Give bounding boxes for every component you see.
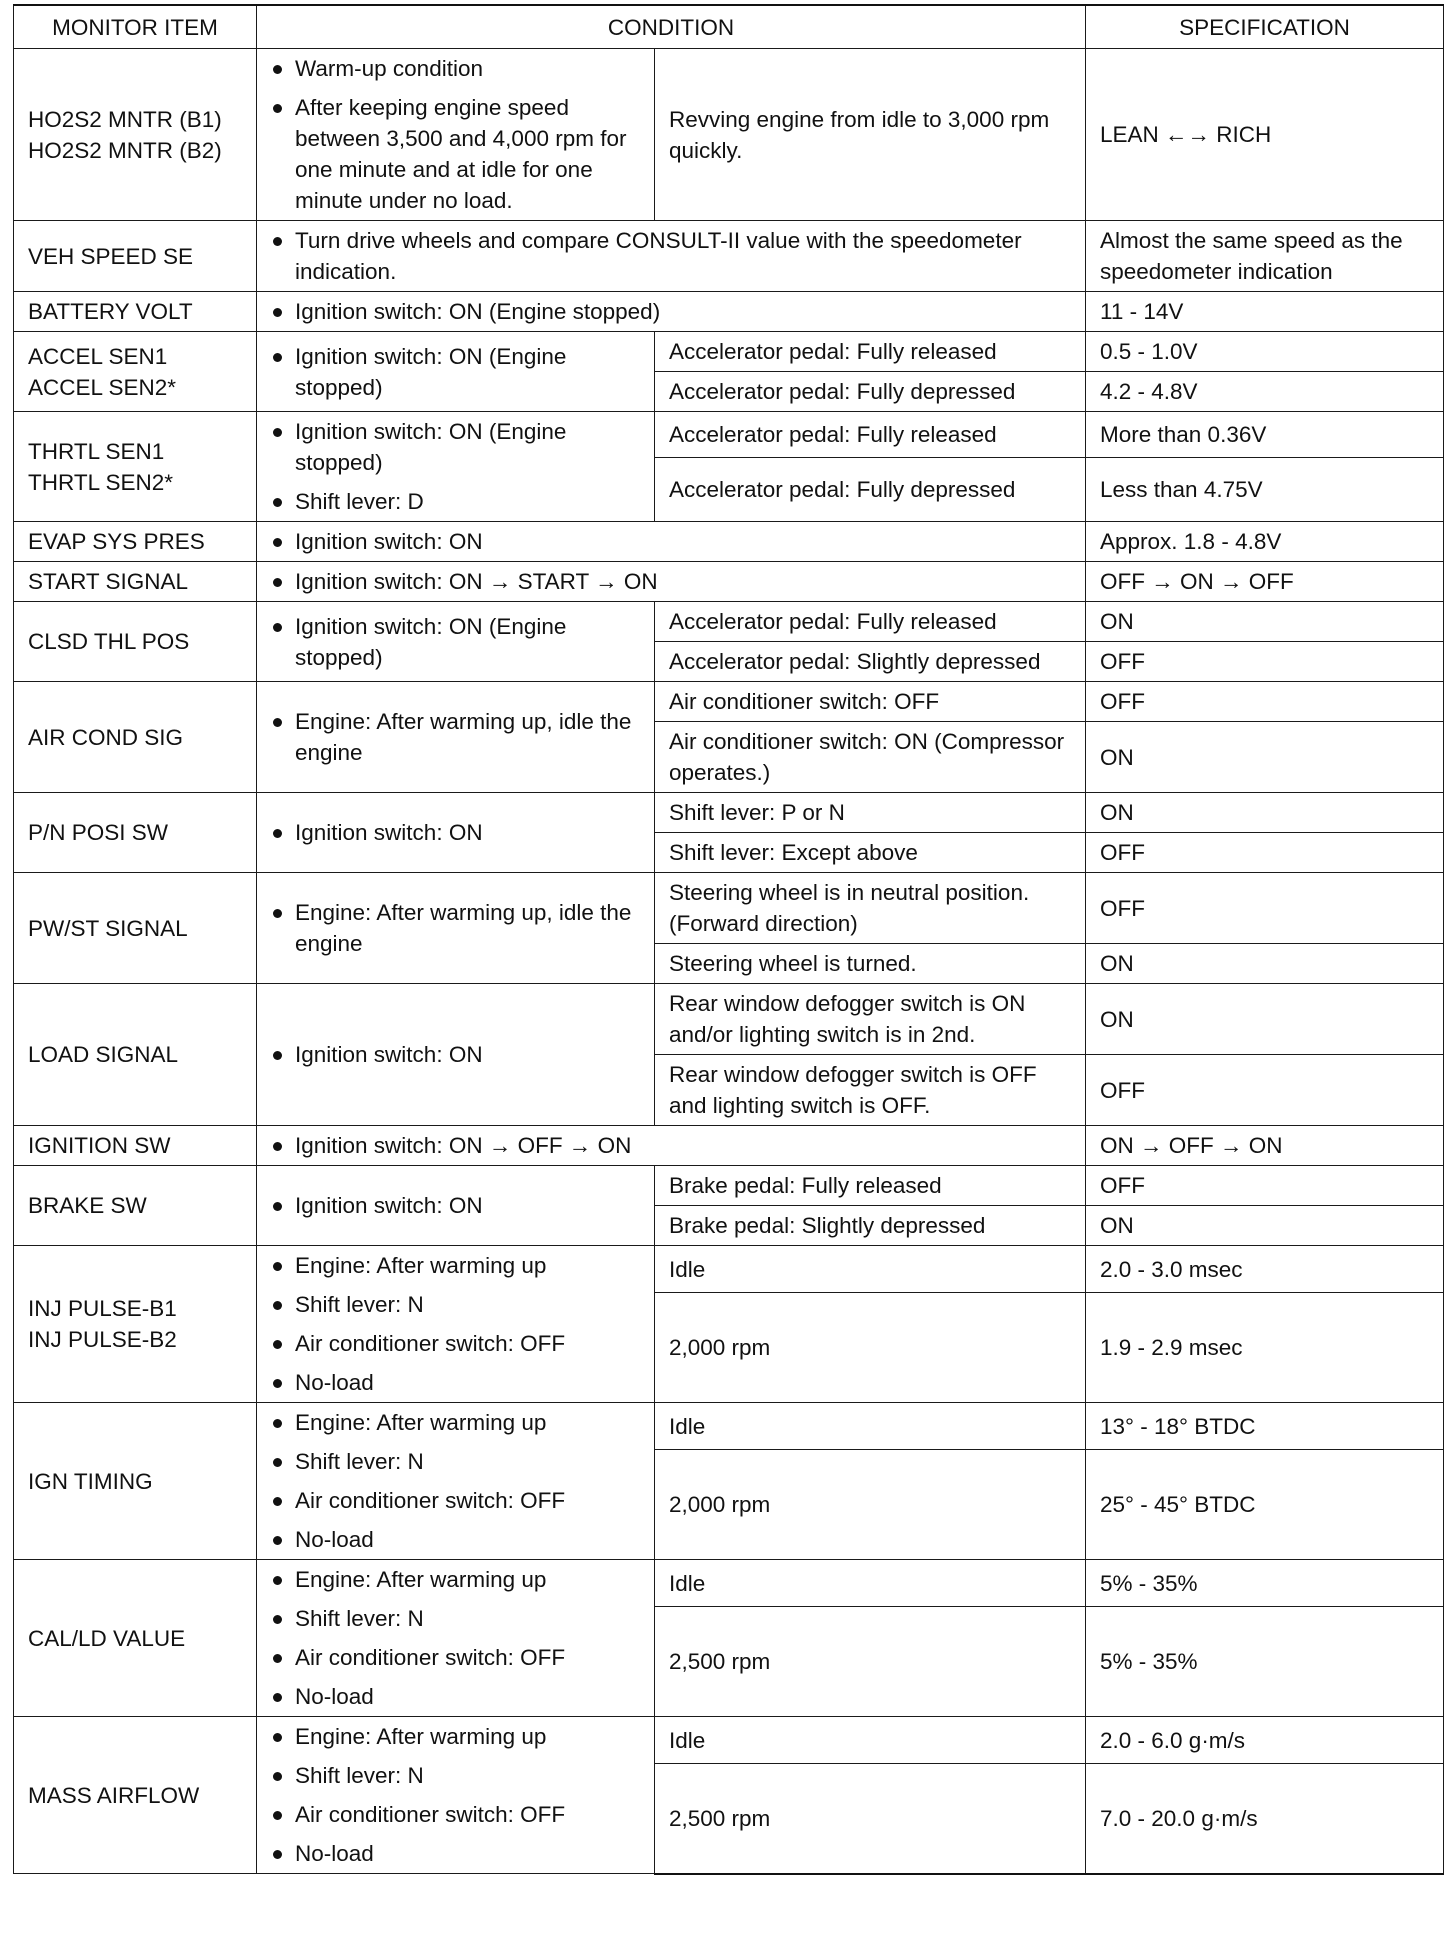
specification-cell: 2.0 - 6.0 g·m/s <box>1086 1717 1444 1764</box>
monitor-item-cell <box>14 49 257 221</box>
condition-cell <box>257 412 655 522</box>
table-row <box>14 873 1444 944</box>
condition-bullet: After keeping engine speed between 3,500 and 4,000 rpm for one minute and at idle for one minute under no load. <box>269 92 640 216</box>
sub-condition-cell: Air conditioner switch: OFF <box>655 682 1086 722</box>
condition-bullet: Turn drive wheels and compare CONSULT-II value with the speedometer indication. <box>269 225 1071 287</box>
sub-condition-cell: Rear window defogger switch is OFF and lighting switch is OFF. <box>655 1055 1086 1126</box>
specification-cell: 0.5 - 1.0V <box>1086 332 1444 372</box>
monitor-item-label: EVAP SYS PRES <box>28 529 205 554</box>
monitor-item-cell <box>14 332 257 412</box>
sub-condition-cell: Steering wheel is in neutral position. (Forward direction) <box>655 873 1086 944</box>
monitor-spec-table <box>13 4 1444 1875</box>
condition-cell <box>257 602 655 682</box>
condition-cell <box>257 1560 655 1717</box>
monitor-item-cell <box>14 1126 257 1166</box>
condition-bullet: Air conditioner switch: OFF <box>269 1485 640 1516</box>
header-monitor-item: MONITOR ITEM <box>14 5 257 49</box>
monitor-item-cell <box>14 412 257 522</box>
monitor-item-cell <box>14 562 257 602</box>
table-row <box>14 984 1444 1055</box>
specification-cell: OFF → ON → OFF <box>1086 562 1444 602</box>
table-row <box>14 602 1444 642</box>
condition-bullet: Shift lever: D <box>269 486 640 517</box>
condition-bullet: No-load <box>269 1524 640 1555</box>
table-row <box>14 292 1444 332</box>
monitor-item-label: BATTERY VOLT <box>28 299 193 324</box>
specification-cell: LEAN ←→ RICH <box>1086 49 1444 221</box>
sub-condition-cell: Revving engine from idle to 3,000 rpm quickly. <box>655 49 1086 221</box>
specification-cell: 25° - 45° BTDC <box>1086 1450 1444 1560</box>
monitor-item-label: MASS AIRFLOW <box>28 1782 200 1808</box>
specification-cell: ON <box>1086 984 1444 1055</box>
condition-bullet: Shift lever: N <box>269 1446 640 1477</box>
monitor-item-label: PW/ST SIGNAL <box>28 915 188 941</box>
monitor-item-label: IGNITION SW <box>28 1133 171 1158</box>
table-row <box>14 49 1444 221</box>
condition-bullet: Engine: After warming up <box>269 1564 640 1595</box>
condition-cell <box>257 292 1086 332</box>
specification-cell: 7.0 - 20.0 g·m/s <box>1086 1764 1444 1874</box>
condition-bullet: Ignition switch: ON (Engine stopped) <box>269 341 640 403</box>
specification-cell: OFF <box>1086 833 1444 873</box>
condition-cell <box>257 49 655 221</box>
monitor-item-label: IGN TIMING <box>28 1468 153 1494</box>
specification-cell: ON <box>1086 722 1444 793</box>
monitor-item-label: BRAKE SW <box>28 1193 147 1218</box>
specification-cell: 5% - 35% <box>1086 1607 1444 1717</box>
monitor-item-label: INJ PULSE-B2 <box>28 1327 177 1352</box>
specification-cell: ON <box>1086 602 1444 642</box>
monitor-item-cell <box>14 1560 257 1717</box>
condition-bullet: Engine: After warming up <box>269 1721 640 1752</box>
condition-bullet: Air conditioner switch: OFF <box>269 1799 640 1830</box>
monitor-item-label: LOAD SIGNAL <box>28 1042 179 1067</box>
table-row <box>14 1126 1444 1166</box>
condition-cell <box>257 562 1086 602</box>
condition-cell <box>257 522 1086 562</box>
monitor-item-label: HO2S2 MNTR (B2) <box>28 137 222 163</box>
monitor-item-label: HO2S2 MNTR (B1) <box>28 106 222 132</box>
monitor-item-label: ACCEL SEN2* <box>28 374 176 400</box>
monitor-item-label: P/N POSI SW <box>28 820 169 845</box>
sub-condition-cell: 2,000 rpm <box>655 1450 1086 1560</box>
specification-cell: ON <box>1086 1206 1444 1246</box>
sub-condition-cell: Accelerator pedal: Fully depressed <box>655 457 1086 521</box>
condition-bullet: Shift lever: N <box>269 1603 640 1634</box>
specification-cell: OFF <box>1086 682 1444 722</box>
sub-condition-cell: Idle <box>655 1246 1086 1293</box>
condition-cell <box>257 332 655 412</box>
monitor-item-cell <box>14 984 257 1126</box>
specification-cell: Less than 4.75V <box>1086 457 1444 521</box>
sub-condition-cell: Accelerator pedal: Fully depressed <box>655 372 1086 412</box>
sub-condition-cell: Accelerator pedal: Fully released <box>655 602 1086 642</box>
condition-bullet: Ignition switch: ON <box>269 1190 640 1221</box>
specification-cell: 4.2 - 4.8V <box>1086 372 1444 412</box>
condition-bullet: Ignition switch: ON (Engine stopped) <box>269 611 640 673</box>
condition-bullet: Ignition switch: ON (Engine stopped) <box>269 416 640 478</box>
monitor-item-cell <box>14 221 257 292</box>
condition-cell <box>257 873 655 984</box>
condition-bullet: Shift lever: N <box>269 1289 640 1320</box>
monitor-item-cell <box>14 1246 257 1403</box>
specification-cell: 11 - 14V <box>1086 292 1444 332</box>
sub-condition-cell: Idle <box>655 1560 1086 1607</box>
condition-bullet: Air conditioner switch: OFF <box>269 1328 640 1359</box>
table-row <box>14 1403 1444 1450</box>
monitor-item-cell <box>14 522 257 562</box>
specification-cell: OFF <box>1086 1166 1444 1206</box>
table-row <box>14 1246 1444 1293</box>
monitor-item-label: THRTL SEN1 <box>28 438 165 464</box>
table-row <box>14 1166 1444 1206</box>
condition-bullet: Air conditioner switch: OFF <box>269 1642 640 1673</box>
condition-bullet: Ignition switch: ON <box>269 1039 640 1070</box>
condition-cell <box>257 1166 655 1246</box>
monitor-item-cell <box>14 602 257 682</box>
condition-bullet: Engine: After warming up, idle the engine <box>269 706 640 768</box>
monitor-item-cell <box>14 1166 257 1246</box>
monitor-item-label: CAL/LD VALUE <box>28 1625 186 1651</box>
condition-bullet: Ignition switch: ON → OFF → ON <box>269 1130 1071 1161</box>
condition-bullet: No-load <box>269 1681 640 1712</box>
condition-bullet: Engine: After warming up <box>269 1250 640 1281</box>
specification-cell: 13° - 18° BTDC <box>1086 1403 1444 1450</box>
specification-cell: Approx. 1.8 - 4.8V <box>1086 522 1444 562</box>
sub-condition-cell: Shift lever: Except above <box>655 833 1086 873</box>
monitor-item-label: START SIGNAL <box>28 569 189 594</box>
table-row <box>14 682 1444 722</box>
condition-cell <box>257 682 655 793</box>
sub-condition-cell: 2,500 rpm <box>655 1607 1086 1717</box>
condition-cell <box>257 1403 655 1560</box>
sub-condition-cell: Shift lever: P or N <box>655 793 1086 833</box>
condition-bullet: No-load <box>269 1838 640 1869</box>
specification-cell: OFF <box>1086 873 1444 944</box>
monitor-item-label: ACCEL SEN1 <box>28 343 168 369</box>
table-row <box>14 332 1444 372</box>
condition-bullet: Ignition switch: ON (Engine stopped) <box>269 296 1071 327</box>
specification-cell: OFF <box>1086 1055 1444 1126</box>
sub-condition-cell: Idle <box>655 1403 1086 1450</box>
condition-bullet: Engine: After warming up, idle the engine <box>269 897 640 959</box>
sub-condition-cell: Idle <box>655 1717 1086 1764</box>
specification-cell: Almost the same speed as the speedometer indication <box>1086 221 1444 292</box>
table-row <box>14 793 1444 833</box>
sub-condition-cell: Rear window defogger switch is ON and/or lighting switch is in 2nd. <box>655 984 1086 1055</box>
condition-cell <box>257 1246 655 1403</box>
monitor-item-label: INJ PULSE-B1 <box>28 1296 177 1321</box>
table-row <box>14 1560 1444 1607</box>
monitor-item-cell <box>14 793 257 873</box>
monitor-item-label: CLSD THL POS <box>28 629 190 654</box>
specification-cell: 1.9 - 2.9 msec <box>1086 1293 1444 1403</box>
sub-condition-cell: Accelerator pedal: Fully released <box>655 412 1086 458</box>
monitor-item-label: VEH SPEED SE <box>28 243 194 269</box>
condition-bullet: No-load <box>269 1367 640 1398</box>
condition-bullet: Ignition switch: ON <box>269 526 1071 557</box>
specification-cell: More than 0.36V <box>1086 412 1444 458</box>
condition-cell <box>257 793 655 873</box>
condition-bullet: Engine: After warming up <box>269 1407 640 1438</box>
condition-bullet: Ignition switch: ON <box>269 817 640 848</box>
table-row <box>14 522 1444 562</box>
condition-cell <box>257 1126 1086 1166</box>
specification-cell: ON <box>1086 944 1444 984</box>
sub-condition-cell: Brake pedal: Slightly depressed <box>655 1206 1086 1246</box>
monitor-item-cell <box>14 1403 257 1560</box>
monitor-item-label: AIR COND SIG <box>28 724 184 750</box>
header-condition: CONDITION <box>257 5 1086 49</box>
monitor-item-cell <box>14 1717 257 1874</box>
condition-bullet: Ignition switch: ON → START → ON <box>269 566 1071 597</box>
monitor-item-cell <box>14 682 257 793</box>
sub-condition-cell: Accelerator pedal: Slightly depressed <box>655 642 1086 682</box>
sub-condition-cell: 2,500 rpm <box>655 1764 1086 1874</box>
specification-cell: 2.0 - 3.0 msec <box>1086 1246 1444 1293</box>
sub-condition-cell: 2,000 rpm <box>655 1293 1086 1403</box>
monitor-item-cell <box>14 873 257 984</box>
header-specification: SPECIFICATION <box>1086 5 1444 49</box>
table-row <box>14 412 1444 458</box>
specification-cell: ON → OFF → ON <box>1086 1126 1444 1166</box>
condition-cell <box>257 221 1086 292</box>
header-row <box>14 5 1444 49</box>
table-row <box>14 562 1444 602</box>
condition-cell <box>257 1717 655 1874</box>
monitor-item-label: THRTL SEN2* <box>28 469 174 495</box>
specification-cell: ON <box>1086 793 1444 833</box>
specification-cell: 5% - 35% <box>1086 1560 1444 1607</box>
condition-bullet: Warm-up condition <box>269 53 640 84</box>
condition-cell <box>257 984 655 1126</box>
sub-condition-cell: Brake pedal: Fully released <box>655 1166 1086 1206</box>
sub-condition-cell: Air conditioner switch: ON (Compressor operates.) <box>655 722 1086 793</box>
sub-condition-cell: Accelerator pedal: Fully released <box>655 332 1086 372</box>
condition-bullet: Shift lever: N <box>269 1760 640 1791</box>
monitor-item-cell <box>14 292 257 332</box>
table-row <box>14 1717 1444 1764</box>
table-row <box>14 221 1444 292</box>
sub-condition-cell: Steering wheel is turned. <box>655 944 1086 984</box>
specification-cell: OFF <box>1086 642 1444 682</box>
